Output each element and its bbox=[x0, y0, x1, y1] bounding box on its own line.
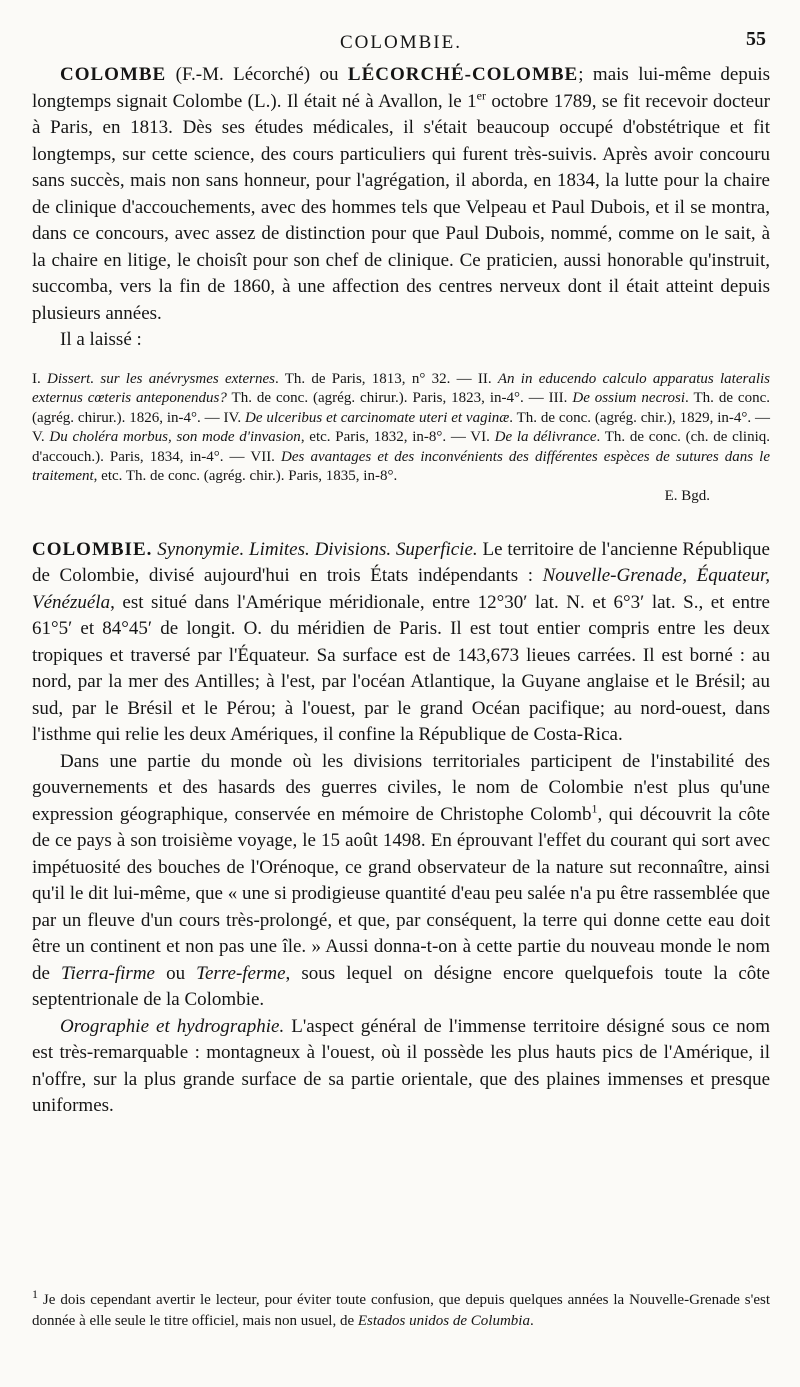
bibliography-text: I. Dissert. sur les anévrysmes externes. Th. de Paris, 1813, n° 32. — II. An in educendo calculo apparatus lateralis externus cœteris anteponendus? Th. de conc. (agrég. chirur.). Paris, 1823, in-4°. — III. De ossium necrosi. Th. de conc. (agrég. chirur.). 1826, in-4°. — IV. De ulceribus et carcinomate uteri et vaginæ. Th. de conc. (agrég. chir.), 1829, in-4°. — V. Du choléra morbus, son mode d'invasion, etc. Paris, 1832, in-8°. — VI. De la délivrance. Th. de conc. (ch. de cliniq. d'accouch.). Paris, 1834, in-4°. — VII. Des avantages et des inconvénients des différentes espèces de sutures dans le traitement, etc. Th. de conc. (agrég. chir.). Paris, 1835, in-8°. bbox=[32, 370, 771, 485]
author-signature: E. Bgd. bbox=[664, 488, 710, 505]
section-subtitle: Orographie et hydrographie. bbox=[60, 1015, 285, 1037]
colombe-paragraph: COLOMBE (F.-M. Lécorché) ou LÉCORCHÉ-COLOMBE; mais lui-même depuis longtemps signait Colombe (L.). Il était né à Avallon, le 1er octobre 1789, se fit recevoir docteur à Paris, en 1813. Dès ses études médicales, il s'était beaucoup occupé d'obstétrique et fit longtemps, sur cette science, des cours particuliers qui furent très-suivis. Après avoir concouru sans succès, mais non sans honneur, pour l'agrégation, il aborda, en 1834, la lutte pour la chaire de clinique d'accouchements, avec des hommes tels que Velpeau et Paul Dubois, et il se montra, dans ce concours, avec assez de distinction pour que Paul Dubois, nommé, comme on le sait, à la chaire en litige, le choisît pour son chef de clinique. Ce praticien, aussi honorable qu'instruit, succomba, vers la fin de 1860, à une affection des centres nerveux dont il était atteint depuis plusieurs années. bbox=[32, 64, 771, 324]
entry-colombie bbox=[32, 537, 770, 1120]
bibliography bbox=[32, 370, 770, 507]
entry-colombe bbox=[32, 62, 770, 507]
running-title: COLOMBIE. bbox=[340, 32, 462, 53]
section-subtitle: Synonymie. Limites. Divisions. Superficie. bbox=[157, 538, 478, 560]
footnote: $^1$ Je dois cependant avertir le lecteur, pour éviter toute confusion, que depuis quelques années la Nouvelle-Grenade s'est donnée à elle seule le titre officiel, mais non usuel, de Estados unidos de Columbia. bbox=[32, 1287, 770, 1329]
colombie-paragraph-2: Dans une partie du monde où les divisions territoriales participent de l'instabilité des gouvernements et des hasards des guerres civiles, le nom de Colombie n'est plus qu'une expression géographique, conservée en mémoire de Christophe Colomb$^1$, qui découvrit la côte de ce pays à son troisième voyage, le 15 août 1498. En éprouvant l'effet du courant qui sort avec impétuosité des bouches de l'Orénoque, ce grand observateur de la nature sut reconnaître, ainsi qu'il le dit lui-même, que « une si prodigieuse quantité d'eau peu salée n'a pu être rassemblée que par un fleuve d'un cours très-prolongé, et que, par conséquent, la terre qui donne cette eau doit être un continent et non pas une île. » Aussi donna-t-on à cette partie du nouveau monde le nom de Tierra-firme ou Terre-ferme, sous lequel on désigne encore quelquefois toute la côte septentrionale de la Colombie. bbox=[32, 750, 770, 1011]
footnote-mark: 1 bbox=[32, 1287, 38, 1301]
entry-headword: COLOMBIE. bbox=[32, 538, 153, 560]
colombie-paragraph-1: COLOMBIE. Synonymie. Limites. Divisions. Superficie. Le territoire de l'ancienne République de Colombie, divisé aujourd'hui en trois États indépendants : Nouvelle-Grenade, Équateur, Vénézuéla, est situé dans l'Amérique méridionale, entre 12°30′ lat. N. et 6°3′ lat. S., et entre 61°5′ et 84°45′ de longit. O. du méridien de Paris. Il est tout entier compris entre les deux tropiques et traversé par l'Équateur. Sa surface est de 143,673 lieues carrées. Il est borné : au nord, par la mer des Antilles; à l'est, par l'océan Atlantique, la Guyane anglaise et le Brésil; au sud, par le Brésil et le Pérou; à l'ouest, par le grand Océan pacifique; au nord-ouest, dans l'isthme qui relie les deux Amériques, il confine la République de Costa-Rica. bbox=[32, 538, 770, 746]
entry-headword: COLOMBE bbox=[60, 64, 167, 85]
colombie-paragraph-3: Orographie et hydrographie. L'aspect général de l'immense territoire désigné sous ce nom est très-remarquable : montagneux à l'ouest, où il possède les plus hauts pics de l'Amérique, il n'offre, sur la plus grande surface de sa partie orientale, que des plaines immenses et presque uniformes. bbox=[32, 1015, 770, 1117]
works-intro: Il a laissé : bbox=[60, 329, 142, 350]
entry-headword-alt: LÉCORCHÉ-COLOMBE bbox=[347, 64, 579, 85]
footnote-ref[interactable]: 1 bbox=[591, 801, 598, 816]
page-number: 55 bbox=[746, 28, 766, 50]
running-head bbox=[32, 28, 770, 62]
